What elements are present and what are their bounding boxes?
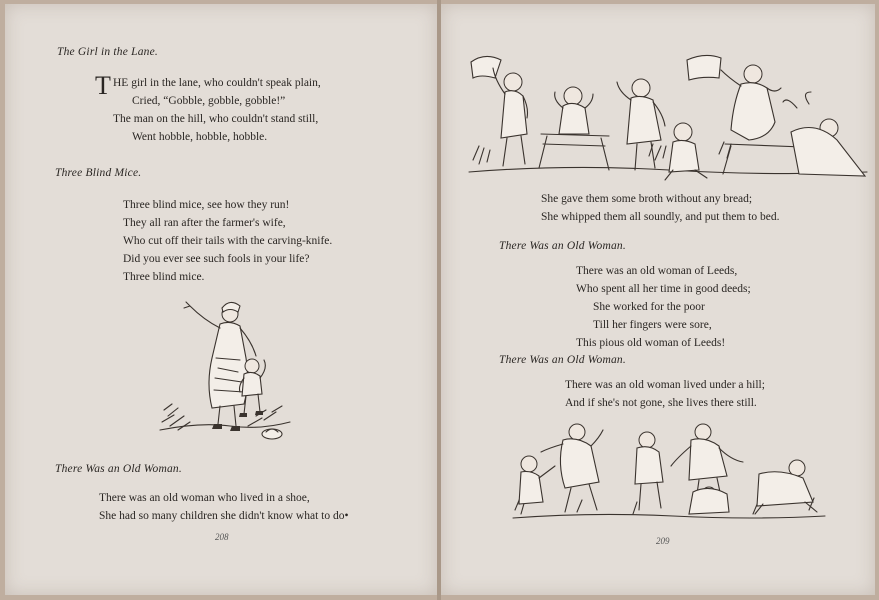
poem-title-three-blind-mice: Three Blind Mice.: [55, 167, 142, 179]
verse-line: Went hobble, hobble, hobble.: [132, 131, 268, 143]
poem-old-woman-hill: [565, 376, 765, 412]
poem-title-old-woman-hill: There Was an Old Woman.: [499, 354, 626, 366]
farmers-wife-illustration: [160, 298, 290, 446]
poem-old-woman-shoe: [99, 489, 348, 525]
verse-line: She whipped them all soundly, and put them to bed.: [541, 211, 780, 223]
child-a: [519, 456, 555, 504]
child-3: [617, 79, 665, 170]
poem-title-old-woman-leeds: There Was an Old Woman.: [499, 240, 626, 252]
poem-title-old-woman-shoe: There Was an Old Woman.: [55, 463, 182, 475]
child-f: [755, 460, 817, 514]
verse-line: Three blind mice, see how they run!: [123, 199, 290, 211]
verse-line: Three blind mice.: [123, 271, 205, 283]
verse-line: Who spent all her time in good deeds;: [576, 283, 751, 295]
poem-title-girl-in-lane: The Girl in the Lane.: [57, 46, 158, 58]
poem-old-woman-leeds: [576, 262, 751, 352]
poem-continuation: [541, 190, 780, 226]
verse-line: Who cut off their tails with the carving-knife.: [123, 235, 333, 247]
pillow-right: [687, 55, 721, 80]
left-page: [5, 4, 437, 595]
verse-line: There was an old woman lived under a hill;: [565, 379, 765, 391]
drop-cap: T: [95, 71, 111, 100]
bench-1: [539, 134, 609, 170]
verse-line: Till her fingers were sore,: [593, 319, 712, 331]
verse-line: The man on the hill, who couldn't stand still,: [113, 113, 319, 125]
child-e-crouching: [689, 487, 729, 514]
child-b: [541, 424, 603, 512]
poem-girl-in-lane: [113, 74, 321, 146]
verse-line: She worked for the poor: [593, 301, 705, 313]
verse-line: There was an old woman of Leeds,: [576, 265, 738, 277]
children-pillow-fight-illustration: [469, 48, 867, 188]
verse-line: She had so many children she didn't know what to do•: [99, 510, 349, 522]
verse-line: This pious old woman of Leeds!: [576, 337, 726, 349]
verse-line: And if she's not gone, she lives there still.: [565, 397, 757, 409]
dropped-hat: [262, 429, 282, 439]
verse-line: Cried, “Gobble, gobble, gobble!”: [132, 95, 286, 107]
verse-line: There was an old woman who lived in a shoe,: [99, 492, 310, 504]
verse-line: Did you ever see such fools in your life?: [123, 253, 310, 265]
child-c: [635, 432, 663, 510]
pillow-left: [471, 56, 501, 78]
verse-line: She gave them some broth without any bread;: [541, 193, 753, 205]
child-1: [493, 68, 528, 166]
verse-line: They all ran after the farmer's wife,: [123, 217, 286, 229]
child-6: [783, 92, 865, 176]
ground-hatching: [160, 404, 290, 430]
page-number-left: 208: [215, 532, 229, 542]
children-playing-illustration: [513, 418, 825, 524]
right-page: [441, 4, 875, 595]
poem-three-blind-mice: [123, 196, 332, 286]
verse-line: HE girl in the lane, who couldn't speak plain,: [113, 77, 321, 89]
child-2: [555, 87, 593, 134]
child-5: [721, 65, 781, 140]
page-number-right: 209: [656, 536, 670, 546]
